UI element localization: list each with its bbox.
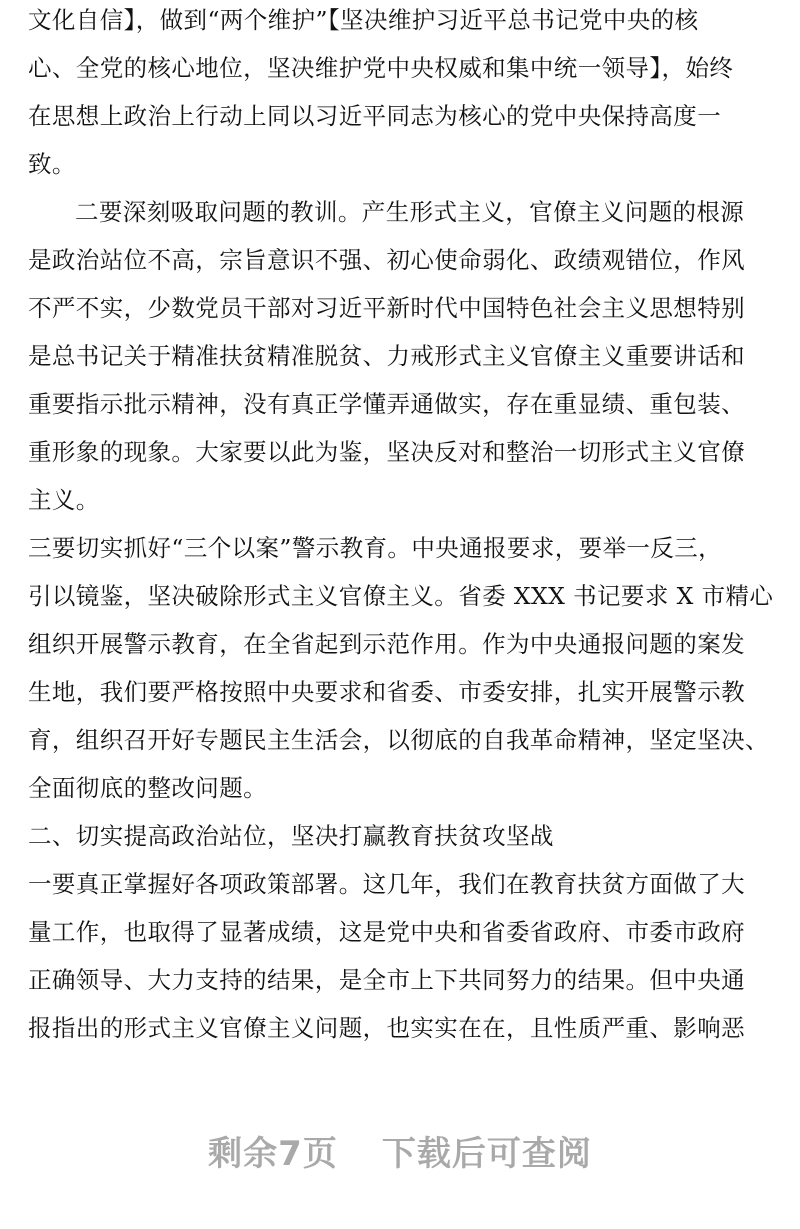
text-line: 一要真正掌握好各项政策部署。这几年，我们在教育扶贫方面做了大 [28, 870, 745, 898]
text-line: 组织开展警示教育，在全省起到示范作用。作为中央通报问题的案发 [28, 630, 745, 658]
remaining-pages-label: 剩余7页 [208, 1134, 338, 1174]
download-prompt[interactable] [0, 1126, 800, 1175]
text-line: 是总书记关于精准扶贫精准脱贫、力戒形式主义官僚主义重要讲话和 [28, 342, 745, 370]
text-line: 重形象的现象。大家要以此为鉴，坚决反对和整治一切形式主义官僚 [28, 438, 745, 466]
text-line: 文化自信】，做到“两个维护”【坚决维护习近平总书记党中央的核 [28, 6, 699, 34]
text-line: 三要切实抓好“三个以案”警示教育。中央通报要求，要举一反三， [28, 534, 723, 562]
text-line: 育，组织召开好专题民主生活会，以彻底的自我革命精神，坚定坚决、 [28, 726, 769, 754]
text-line: 正确领导、大力支持的结果，是全市上下共同努力的结果。但中央通 [28, 966, 745, 994]
text-line: 量工作，也取得了显著成绩，这是党中央和省委省政府、市委市政府 [28, 918, 745, 946]
text-line: 是政治站位不高，宗旨意识不强、初心使命弱化、政绩观错位，作风 [28, 246, 745, 274]
text-line: 报指出的形式主义官僚主义问题，也实实在在，且性质严重、影响恶 [28, 1014, 745, 1042]
document-body [28, 0, 778, 1052]
text-line: 不严不实，少数党员干部对习近平新时代中国特色社会主义思想特别 [28, 294, 745, 322]
text-line: 心、全党的核心地位，坚决维护党中央权威和集中统一领导】，始终 [28, 54, 734, 82]
text-line: 致。 [28, 150, 76, 178]
text-line: 生地，我们要严格按照中央要求和省委、市委安排，扎实开展警示教 [28, 678, 745, 706]
text-line: 重要指示批示精神，没有真正学懂弄通做实，存在重显绩、重包装、 [28, 390, 745, 418]
text-line: 主义。 [28, 486, 100, 514]
text-line: 引以镜鉴，坚决破除形式主义官僚主义。省委 XXX 书记要求 X 市精心 [28, 582, 774, 610]
section-heading: 二、切实提高政治站位，坚决打赢教育扶贫攻坚战 [28, 822, 554, 850]
text-line: 在思想上政治上行动上同以习近平同志为核心的党中央保持高度一 [28, 102, 722, 130]
text-line: 全面彻底的整改问题。 [28, 774, 267, 802]
text-line: 二要深刻吸取问题的教训。产生形式主义，官僚主义问题的根源 [75, 198, 745, 226]
download-to-view-label: 下载后可查阅 [381, 1134, 592, 1174]
